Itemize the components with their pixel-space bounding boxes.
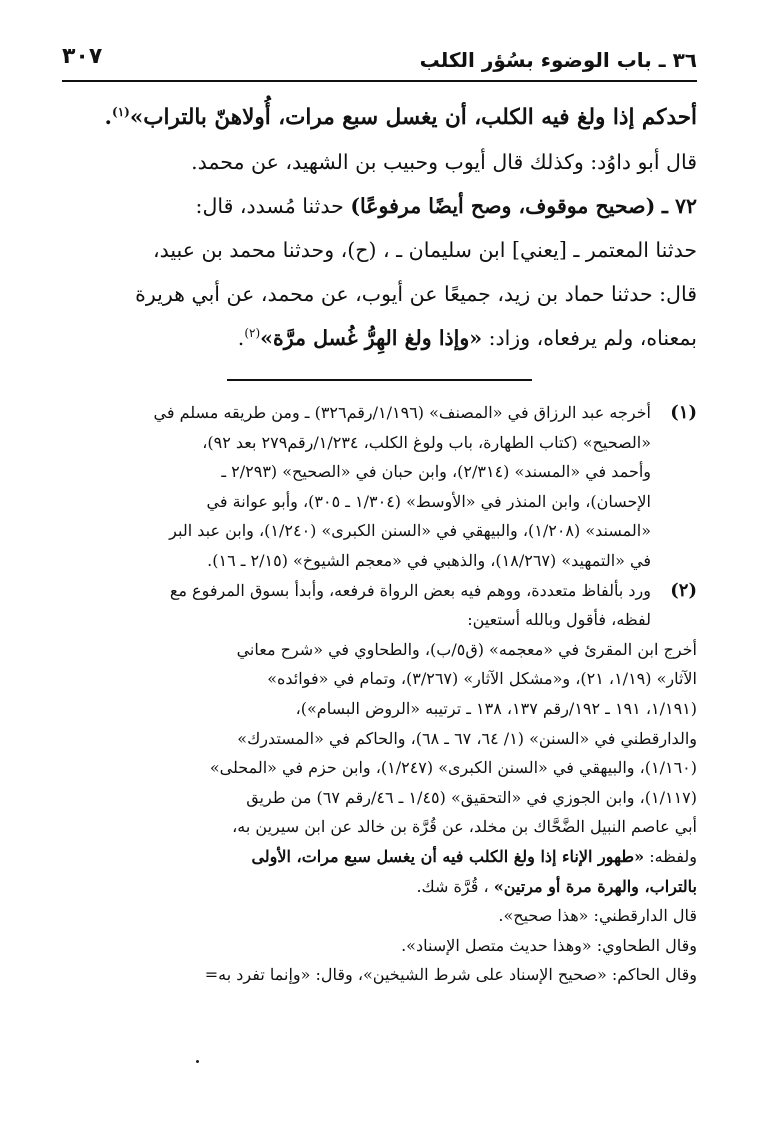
chapter-title: ٣٦ ـ باب الوضوء بسُؤر الكلب (419, 48, 697, 72)
isnad-start: حدثنا مُسدد، قال: (195, 194, 344, 218)
footnotes (62, 398, 697, 990)
footnote-line: والدارقطني في «السنن» (١/ ٦٤، ٦٧ ـ ٦٨)، والحاكم في «المستدرك» (237, 728, 697, 748)
doubt-note: ، قُرَّة شك. (416, 876, 494, 896)
main-line-3 (62, 184, 697, 228)
footnote-ref-2: (٢) (244, 326, 261, 341)
footnote-line: أبي عاصم النبيل الضَّحَّاك بن مخلد، عن قُرَّة بن خالد عن ابن سيرين به، (232, 817, 697, 837)
page-number: ٣٠٧ (62, 44, 103, 69)
footnote-line: وقال الحاكم: «صحيح الإسناد على شرط الشيخين»، وقال: «وإنما تفرد به= (204, 965, 697, 985)
footnote-line: (١/١٩١، ١٩١ ـ ١٩٢/رقم ١٣٧، ١٣٨ ـ ترتيبه «الروض البسام»)، (295, 698, 697, 718)
hadith-grade: (صحيح موقوف، وصح أيضًا مرفوعًا) (350, 194, 656, 218)
footnote-line: وأحمد في «المسند» (٢/٣١٤)، وابن حبان في «الصحيح» (٢/٢٩٣ ـ (221, 462, 651, 482)
footnote-line (62, 872, 697, 902)
footnote-line: لفظه، فأقول وبالله أستعين: (467, 610, 651, 630)
narration-note: بمعناه، ولم يرفعاه، وزاد: (482, 326, 697, 350)
line-end: . (237, 326, 245, 350)
footnote-line: قال الدارقطني: «هذا صحيح». (498, 906, 697, 926)
footnote-line: أخرج ابن المقرئ في «معجمه» (ق٥/ب)، والطحاوي في «شرح معاني (236, 639, 697, 659)
footnote-separator (227, 379, 532, 381)
lafz-label: ولفظه: (644, 846, 697, 866)
line-end: . (104, 105, 112, 130)
footnote-line: في «التمهيد» (١٨/٢٦٧)، والذهبي في «معجم الشيوخ» (٢/١٥ ـ ١٦). (207, 550, 651, 570)
hadith-number: ٧٢ ـ (661, 194, 697, 218)
main-line-6 (62, 316, 697, 360)
footnote-line: «الصحيح» (كتاب الطهارة، باب ولوغ الكلب، ١/٢٣٤/رقم٢٧٩ بعد ٩٢)، (202, 432, 651, 452)
hadith-text: أحدكم إذا ولغ فيه الكلب، أن يغسل سبع مرات، أُولاهنّ بالتراب» (129, 105, 697, 130)
footnote-1-label: (١) (670, 402, 697, 423)
footnote-line: وقال الطحاوي: «وهذا حديث متصل الإسناد». (401, 935, 697, 955)
main-line-5: قال: حدثنا حماد بن زيد، جميعًا عن أيوب، عن محمد، عن أبي هريرة (135, 282, 697, 306)
footnote-line (62, 842, 697, 872)
footnote-2 (62, 576, 697, 635)
footnote-line: الإحسان)، وابن المنذر في «الأوسط» (١/٣٠٤ ـ ٣٠٥)، وأبو عوانة في (206, 491, 651, 511)
main-line-1 (62, 96, 697, 140)
footnote-line: أخرجه عبد الرزاق في «المصنف» (١/١٩٦/رقم٣٢٦) ـ ومن طريقه مسلم في (153, 403, 651, 422)
footnote-line: «المسند» (١/٢٠٨)، والبيهقي في «السنن الكبرى» (١/٢٤٠)، وابن عبد البر (169, 521, 651, 541)
stray-dot (196, 1060, 199, 1063)
footnote-line: ورد بألفاظ متعددة، ووهم فيه بعض الرواة فرفعه، وأبدأ بسوق المرفوع مع (169, 580, 651, 600)
footnote-line: (١/١٦٠)، والبيهقي في «السنن الكبرى» (١/٢٤٧)، وابن حزم في «المحلى» (209, 758, 697, 778)
footnote-line: (١/١١٧)، وابن الجوزي في «التحقيق» (١/٤٥ ـ ٤٦/رقم ٦٧) من طريق (246, 787, 697, 807)
main-text (62, 96, 697, 360)
footnote-2-label: (٢) (670, 579, 697, 601)
running-header (62, 40, 697, 82)
footnote-line: الآثار» (١/١٩، ٢١)، و«مشكل الآثار» (٣/٢٦٧)، وتمام في «فوائده» (267, 669, 697, 689)
hadith-quote: «طهور الإناء إذا ولغ الكلب فيه أن يغسل سبع مرات، الأولى (251, 846, 645, 866)
hadith-addition: «وإذا ولغ الهِرُّ غُسل مرَّة» (260, 326, 483, 350)
main-line-4: حدثنا المعتمر ـ [يعني] ابن سليمان ـ ، (ح)، وحدثنا محمد بن عبيد، (152, 238, 697, 262)
footnote-ref-1: (١) (112, 104, 130, 119)
hadith-quote-end: بالتراب، والهرة مرة أو مرتين» (493, 876, 697, 896)
footnote-1 (62, 398, 697, 576)
main-line-2: قال أبو داوُد: وكذلك قال أيوب وحبيب بن الشهيد، عن محمد. (191, 150, 697, 174)
